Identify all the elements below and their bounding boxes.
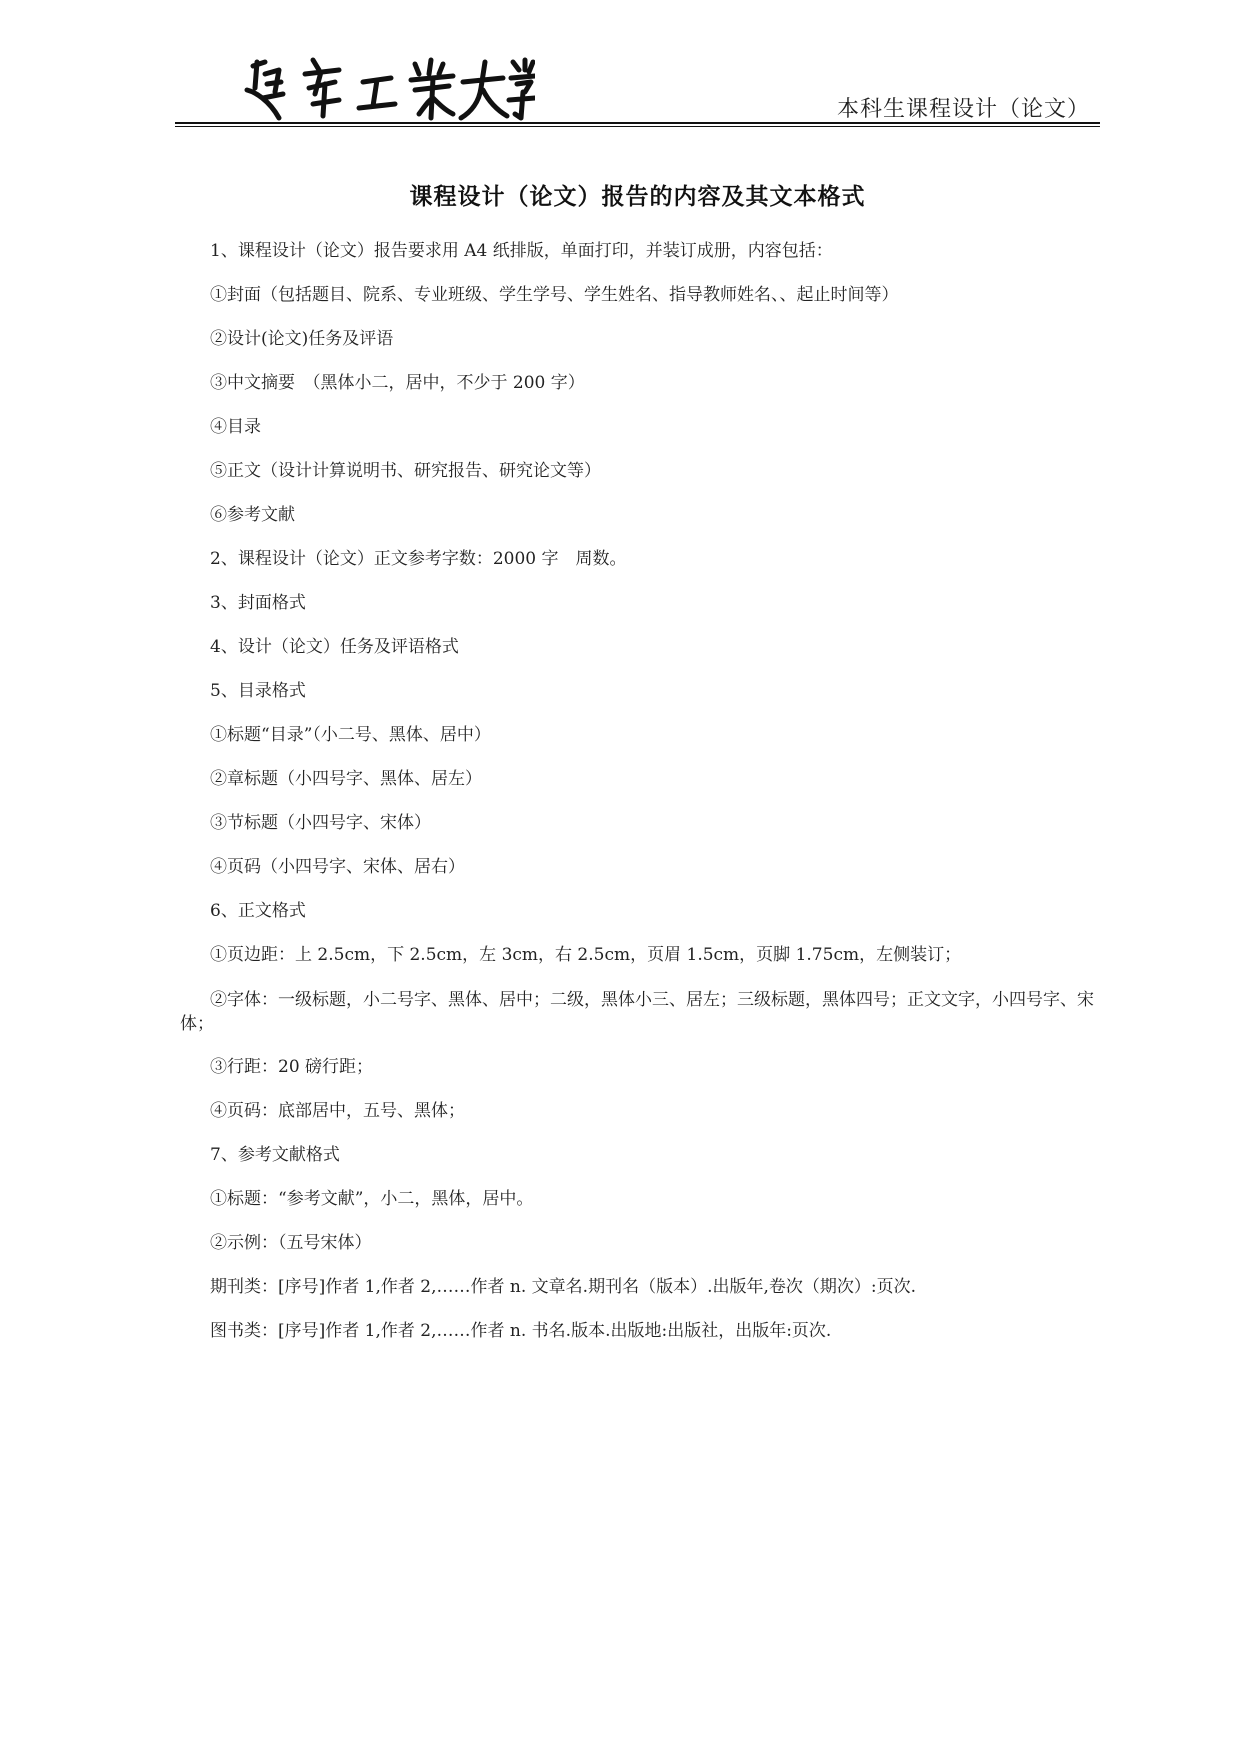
- body-line: 4、设计（论文）任务及评语格式: [210, 637, 459, 657]
- body-line: ④页码：底部居中，五号、黑体；: [210, 1101, 465, 1121]
- body-line: ②示例：（五号宋体）: [210, 1233, 372, 1253]
- header-rule-thick: [175, 122, 1100, 124]
- body-line: ①标题：“参考文献”，小二，黑体，居中。: [210, 1189, 534, 1209]
- body-line: 1、课程设计（论文）报告要求用 A4 纸排版，单面打印，并装订成册，内容包括：: [210, 241, 833, 261]
- body-line: ①页边距：上 2.5cm，下 2.5cm，左 3cm，右 2.5cm，页眉 1.5cm，页脚 1.75cm，左侧装订；: [210, 945, 962, 965]
- header-title: 本科生课程设计（论文）: [836, 97, 1090, 122]
- body-line: ②章标题（小四号字、黑体、居左）: [210, 769, 482, 789]
- body-line: 7、参考文献格式: [210, 1145, 340, 1165]
- document-body: [180, 240, 1100, 1364]
- body-line: 2、课程设计（论文）正文参考字数：2000 字 周数。: [210, 549, 627, 569]
- body-line: 5、目录格式: [210, 681, 306, 701]
- body-line: ⑤正文（设计计算说明书、研究报告、研究论文等）: [210, 461, 601, 481]
- body-line: ③节标题（小四号字、宋体）: [210, 813, 431, 833]
- body-line: ①标题“目录”（小二号、黑体、居中）: [210, 725, 491, 745]
- body-line: ③行距：20 磅行距；: [210, 1057, 374, 1077]
- body-line: ②设计(论文)任务及评语: [210, 329, 394, 349]
- body-line: ④目录: [210, 417, 261, 437]
- body-line: 3、封面格式: [210, 593, 306, 613]
- body-line: 图书类：[序号]作者 1,作者 2,……作者 n. 书名.版本.出版地:出版社，出版年:页次.: [210, 1321, 832, 1341]
- body-line: 6、正文格式: [210, 901, 306, 921]
- body-line: ④页码（小四号字、宋体、居右）: [210, 857, 465, 877]
- header-rule-thin: [175, 126, 1100, 127]
- body-line: ③中文摘要 （黑体小二，居中，不少于 200 字）: [210, 373, 585, 393]
- body-line: 期刊类：[序号]作者 1,作者 2,……作者 n. 文章名.期刊名（版本）.出版年,卷次（期次）:页次.: [210, 1277, 917, 1297]
- body-line: ①封面（包括题目、院系、专业班级、学生学号、学生姓名、指导教师姓名、、起止时间等）: [210, 285, 899, 305]
- page-header: [175, 40, 1100, 130]
- body-line: ⑥参考文献: [210, 505, 295, 525]
- document-title: 课程设计（论文）报告的内容及其文本格式: [409, 184, 866, 210]
- body-line: ②字体：一级标题，小二号字、黑体、居中；二级，黑体小三、居左；三级标题，黑体四号；正文文字，小四号字、宋体；: [180, 990, 1094, 1034]
- university-logo: [235, 48, 535, 128]
